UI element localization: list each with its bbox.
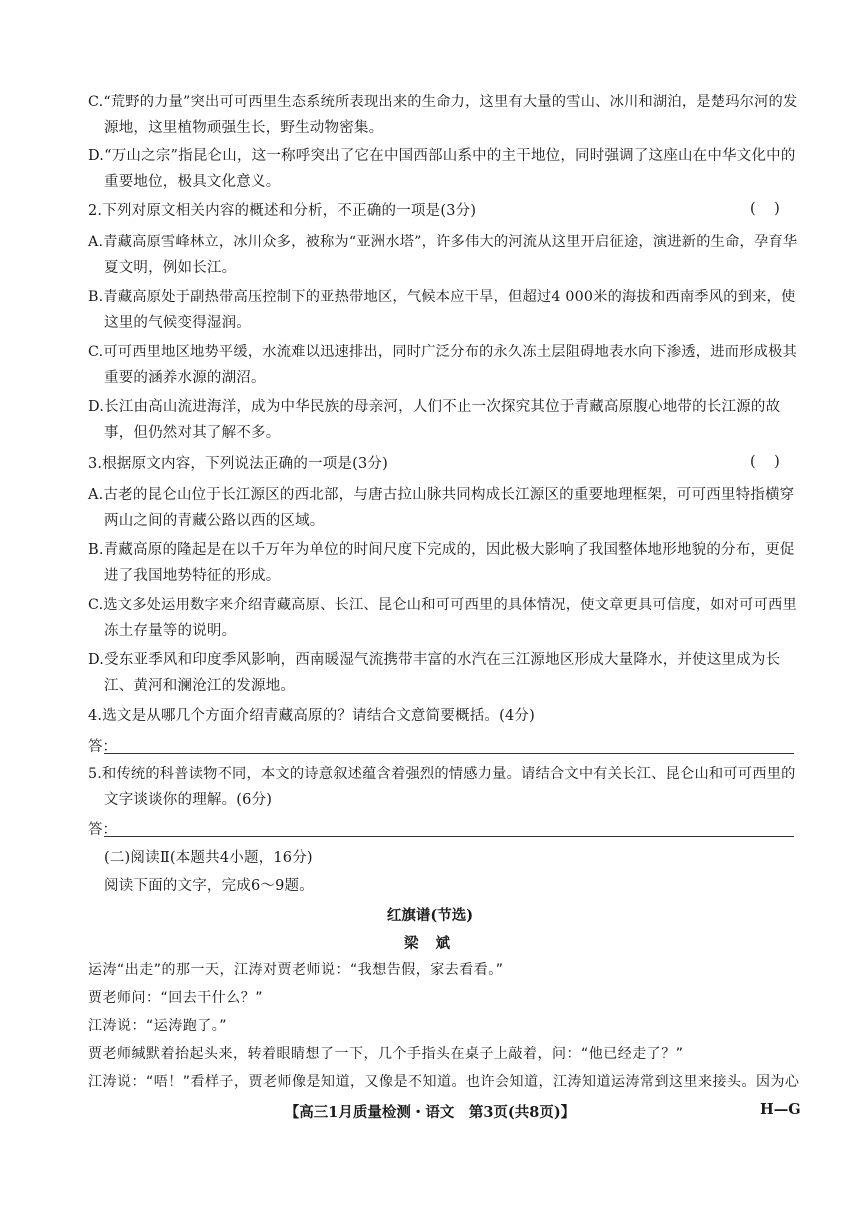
q3-option-a-line1: A.古老的昆仑山位于长江源区的西北部，与唐古拉山脉共同构成长江源区的重要地理框架，可可西里特指横穿 — [88, 487, 795, 503]
q2-option-b-line2: 这里的气候变得湿润。 — [104, 315, 251, 331]
q5-stem-line1: 5.和传统的科普读物不同，本文的诗意叙述蕴含着强烈的情感力量。请结合文中有关长江、昆仑山和可可西里的 — [88, 766, 796, 782]
q4-stem: 4.选文是从哪几个方面介绍青藏高原的？请结合文意简要概括。(4分) — [88, 708, 535, 724]
section-heading: (二)阅读Ⅱ(本题共4小题，16分) — [104, 850, 313, 866]
q2-option-b-line1: B.青藏高原处于副热带高压控制下的亚热带地区，气候本应干旱，但超过4 000米的海拔和西南季风的到来，使 — [88, 289, 796, 305]
q1-option-d-line1: D.“万山之宗”指昆仑山，这一称呼突出了它在中国西部山系中的主干地位，同时强调了这座山在中华文化中的 — [88, 148, 796, 164]
q5-stem-line2: 文字谈谈你的理解。(6分) — [104, 792, 273, 808]
story-paragraph-4: 贾老师缄默着抬起头来，转着眼睛想了一下，几个手指头在桌子上敲着，问：“他已经走了？” — [88, 1046, 684, 1062]
q1-option-c-line1: C.“荒野的力量”突出可可西里生态系统所表现出来的生命力，这里有大量的雪山、冰川和湖泊，是楚玛尔河的发 — [88, 94, 798, 110]
story-paragraph-5: 江涛说：“唔！”看样子，贾老师像是知道，又像是不知道。也许会知道，江涛知道运涛常到这里来接头。因为心 — [88, 1074, 800, 1090]
q3-option-a-line2: 两山之间的青藏公路以西的区域。 — [104, 513, 325, 529]
q4-answer-label: 答： — [88, 739, 117, 755]
story-paragraph-2: 贾老师问：“回去干什么？” — [88, 990, 264, 1006]
q2-option-a-line2: 夏文明，例如长江。 — [104, 260, 237, 276]
q1-option-d-line2: 重要地位，极具文化意义。 — [104, 174, 281, 190]
section-instruction: 阅读下面的文字，完成6～9题。 — [104, 878, 314, 894]
story-title: 红旗谱(节选) — [386, 907, 474, 924]
paper-code: H—G — [760, 1101, 801, 1118]
q3-option-c-line2: 冻土存量等的说明。 — [104, 623, 237, 639]
q3-option-b-line1: B.青藏高原的隆起是在以千万年为单位的时间尺度下完成的，因此极大影响了我国整体地形地貌的分布，更促 — [88, 542, 795, 558]
q3-option-b-line2: 进了我国地势特征的形成。 — [104, 568, 281, 584]
q2-option-d-line1: D.长江由高山流进海洋，成为中华民族的母亲河，人们不止一次探究其位于青藏高原腹心地带的长江源的故 — [88, 399, 781, 415]
q3-option-d-line2: 江、黄河和澜沧江的发源地。 — [104, 678, 296, 694]
story-paragraph-3: 江涛说：“运涛跑了。” — [88, 1018, 228, 1034]
q3-answer-paren: ( ) — [750, 454, 780, 470]
q2-option-c-line2: 重要的涵养水源的湖沼。 — [104, 370, 266, 386]
q3-option-c-line1: C.选文多处运用数字来介绍青藏高原、长江、昆仑山和可可西里的具体情况，使文章更具可信度，如对可可西里 — [88, 597, 797, 613]
q2-stem: 2.下列对原文相关内容的概述和分析，不正确的一项是(3分) — [88, 203, 477, 219]
q2-option-c-line1: C.可可西里地区地势平缓，水流难以迅速排出，同时广泛分布的永久冻土层阻碍地表水向下渗透，进而形成极其 — [88, 344, 797, 360]
q5-answer-label: 答： — [88, 822, 117, 838]
q4-answer-line[interactable] — [104, 753, 794, 754]
q3-option-d-line1: D.受东亚季风和印度季风影响，西南暖湿气流携带丰富的水汽在三江源地区形成大量降水，并使这里成为长 — [88, 652, 781, 668]
story-author: 梁 斌 — [403, 935, 457, 952]
q1-option-c-line2: 源地，这里植物顽强生长，野生动物密集。 — [104, 120, 384, 136]
q3-stem: 3.根据原文内容，下列说法正确的一项是(3分) — [88, 456, 388, 472]
q2-option-d-line2: 事，但仍然对其了解不多。 — [104, 425, 281, 441]
q5-answer-line[interactable] — [104, 836, 794, 837]
q2-option-a-line1: A.青藏高原雪峰林立，冰川众多，被称为“亚洲水塔”，许多伟大的河流从这里开启征途，演进新的生命，孕育华 — [88, 234, 798, 250]
story-paragraph-1: 运涛“出走”的那一天，江涛对贾老师说：“我想告假，家去看看。” — [88, 962, 504, 978]
q2-answer-paren: ( ) — [750, 201, 780, 217]
page-footer: 【高三1月质量检测・语文 第3页(共8页)】 — [284, 1104, 576, 1121]
